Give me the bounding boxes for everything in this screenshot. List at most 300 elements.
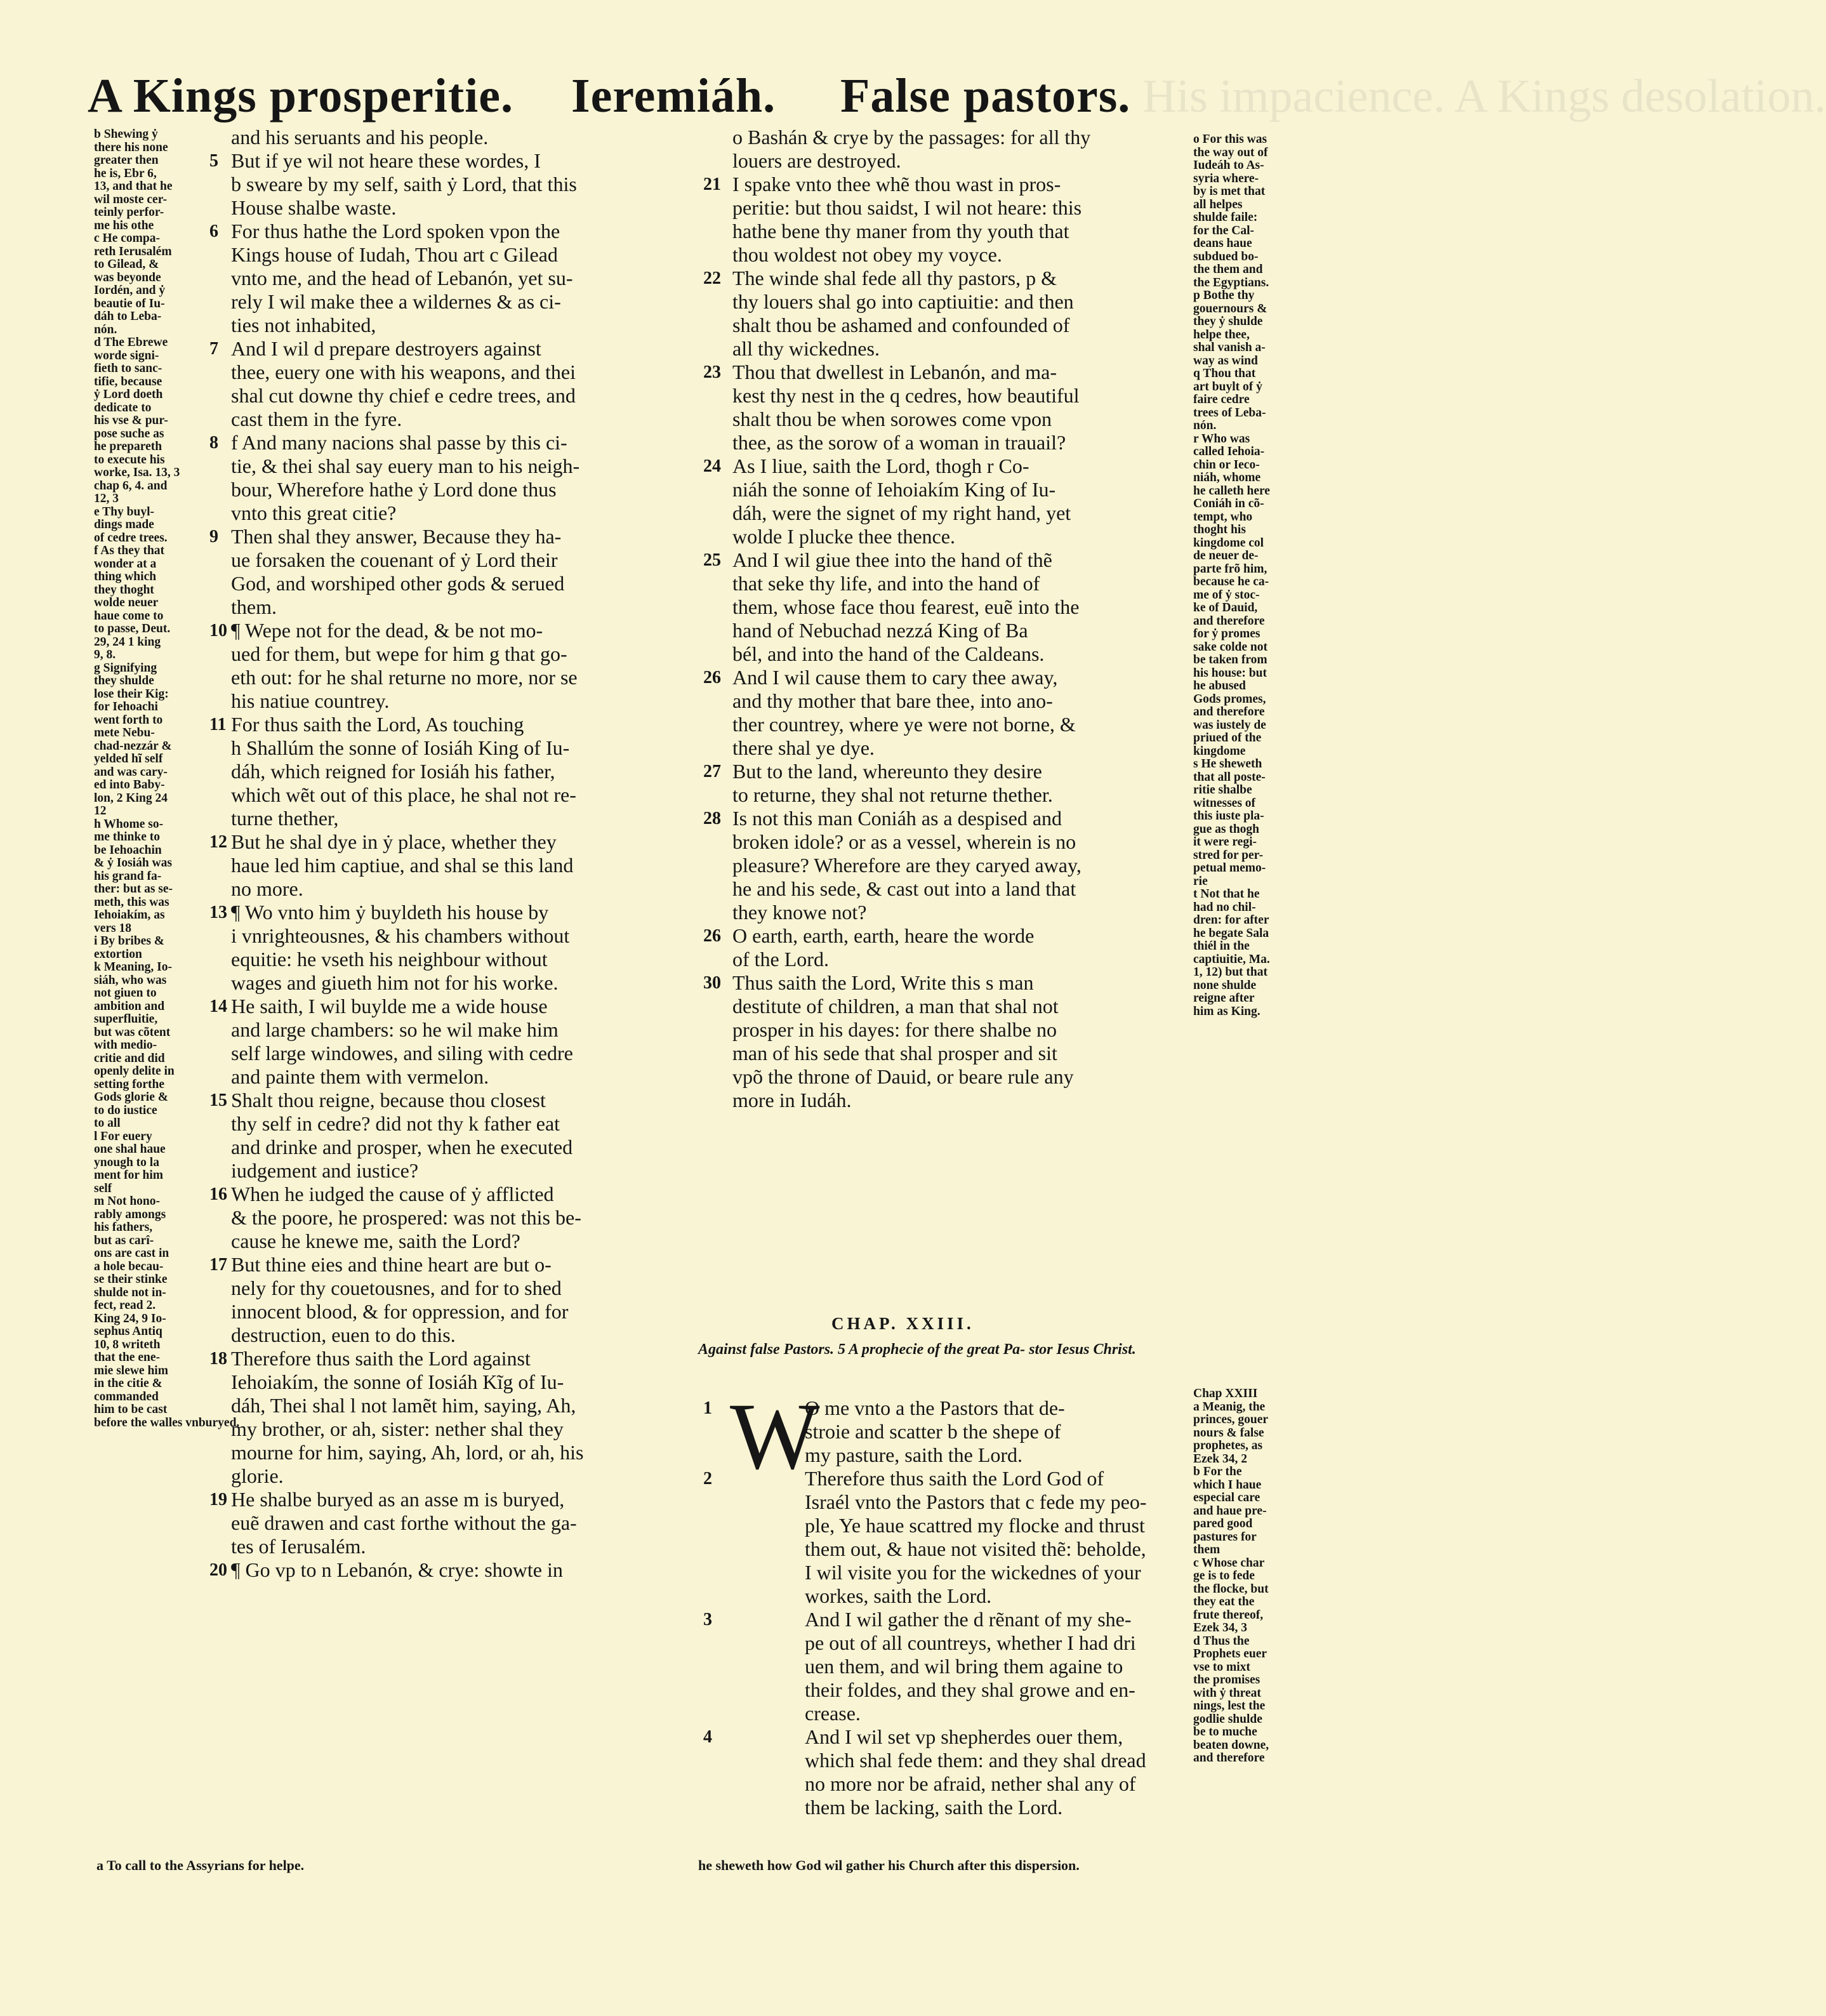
margin-note-line: be taken from xyxy=(1193,653,1267,666)
margin-note-line: reth Ierusalém xyxy=(94,244,172,258)
text-line: dáh, which reigned for Iosiáh his father, xyxy=(231,760,555,783)
margin-note-line: trees of Leba- xyxy=(1193,406,1266,420)
text-line: For thus saith the Lord, As touching xyxy=(231,713,524,736)
margin-note-line: d The Ebrewe xyxy=(94,336,168,349)
text-line: there shal ye dye. xyxy=(732,736,875,759)
margin-note-line: and therefore xyxy=(1193,705,1265,719)
drop-capital: W xyxy=(730,1384,820,1489)
margin-note-line: 1, 12) but that xyxy=(1193,965,1268,979)
margin-note-line: setting forthe xyxy=(94,1077,165,1091)
text-line: man of his sede that shal prosper and sit xyxy=(732,1042,1057,1064)
margin-note-line: with medio- xyxy=(94,1038,157,1052)
text-line: But to the land, whereunto they desire xyxy=(732,760,1042,783)
margin-note-line: and therefore xyxy=(1193,614,1265,628)
margin-note-line: the promises xyxy=(1193,1673,1260,1687)
text-line: tes of Ierusalém. xyxy=(231,1535,366,1558)
text-line: louers are destroyed. xyxy=(732,149,901,172)
text-line: and painte them with vermelon. xyxy=(231,1065,489,1088)
margin-note-line: wonder at a xyxy=(94,557,157,571)
verse-number: 28 xyxy=(703,809,721,828)
text-line: thee, as the sorow of a woman in trauail? xyxy=(732,431,1066,454)
text-line: vpõ the throne of Dauid, or beare rule any xyxy=(732,1065,1074,1088)
text-line: and his seruants and his people. xyxy=(231,126,489,149)
text-line: and thy mother that bare thee, into ano- xyxy=(732,689,1053,712)
margin-note-line: stred for per- xyxy=(1193,848,1264,862)
margin-note-line: vse to mixt xyxy=(1193,1660,1250,1674)
margin-note-line: faire cedre xyxy=(1193,393,1250,406)
text-line: But he shal dye in ẏ place, whether they xyxy=(231,830,557,853)
margin-note-line: especial care xyxy=(1193,1491,1260,1504)
text-line: my pasture, saith the Lord. xyxy=(805,1443,1023,1466)
verse-number: 18 xyxy=(209,1349,227,1369)
verse-number: 8 xyxy=(209,433,218,453)
text-line: He shalbe buryed as an asse m is buryed, xyxy=(231,1488,565,1511)
margin-note-line: it were regi- xyxy=(1193,835,1257,849)
text-line: cast them in the fyre. xyxy=(231,408,402,430)
verse-number: 10 xyxy=(209,621,227,640)
text-line: shal cut downe thy chief e cedre trees, and xyxy=(231,384,576,407)
margin-note-line: niáh, whome xyxy=(1193,471,1261,484)
margin-note-line: a hole becau- xyxy=(94,1259,164,1273)
margin-note-line: was iustely de xyxy=(1193,718,1266,732)
margin-note-line: dren: for after xyxy=(1193,913,1269,927)
margin-note-line: me of ẏ stoc- xyxy=(1193,588,1260,602)
text-line: bour, Wherefore hathe ẏ Lord done thus xyxy=(231,478,557,501)
verse-number: 3 xyxy=(703,1610,712,1629)
margin-note-line: superfluitie, xyxy=(94,1012,158,1026)
verse-number: 21 xyxy=(703,175,721,194)
text-line: destruction, euen to do this. xyxy=(231,1323,456,1346)
text-line: their foldes, and they shal growe and en- xyxy=(805,1678,1135,1701)
margin-note-line: self xyxy=(94,1181,112,1195)
text-line: And I wil d prepare destroyers against xyxy=(231,337,541,360)
text-line: Iehoiakím, the sonne of Iosiáh Kĩg of Iu- xyxy=(231,1370,564,1393)
margin-note-line: with ẏ threat xyxy=(1193,1686,1261,1700)
text-line: i vnrighteousnes, & his chambers without xyxy=(231,924,570,947)
margin-note-line: Ezek 34, 2 xyxy=(1193,1452,1248,1466)
text-line: As I liue, saith the Lord, thogh r Co- xyxy=(732,454,1029,477)
margin-note-line: siáh, who was xyxy=(94,973,167,987)
text-line: ued for them, but wepe for him g that go- xyxy=(231,642,567,665)
text-line: destitute of children, a man that shal not xyxy=(732,995,1059,1018)
text-line: b sweare by my self, saith ẏ Lord, that this xyxy=(231,173,577,196)
margin-note-line: Gods glorie & xyxy=(94,1091,168,1104)
margin-note-line: captiuitie, Ma. xyxy=(1193,952,1270,966)
text-line: uen them, and wil bring them againe to xyxy=(805,1655,1123,1678)
text-line: Israél vnto the Pastors that c fede my peo- xyxy=(805,1490,1147,1513)
verse-number: 1 xyxy=(703,1398,712,1418)
text-line: nely for thy couetousnes, and for to shed xyxy=(231,1277,562,1299)
text-line: God, and worshiped other gods & serued xyxy=(231,572,565,595)
text-line: iudgement and iustice? xyxy=(231,1159,419,1182)
text-line: turne thether, xyxy=(231,807,339,830)
margin-note-line: q Thou that xyxy=(1193,367,1256,380)
margin-note-line: chad-nezzár & xyxy=(94,739,172,753)
margin-note-line: wil moste cer- xyxy=(94,192,168,206)
margin-note-line: not giuen to xyxy=(94,986,157,1000)
text-line: dáh, Thei shal l not lamẽt him, saying, Ah, xyxy=(231,1394,576,1417)
margin-note-line: they thoght xyxy=(94,583,154,597)
margin-note-line: because he ca- xyxy=(1193,575,1269,588)
text-line: to returne, they shal not returne thether. xyxy=(732,783,1053,806)
text-line: Thus saith the Lord, Write this s man xyxy=(732,971,1034,994)
verse-number: 13 xyxy=(209,903,227,922)
text-line: I wil visite you for the wickednes of your xyxy=(805,1561,1141,1584)
margin-note-line: went forth to xyxy=(94,713,163,727)
text-line: But thine eies and thine heart are but o- xyxy=(231,1253,552,1276)
margin-note-line: 12 xyxy=(94,804,107,818)
margin-note-line: King 24, 9 Io- xyxy=(94,1311,166,1325)
margin-note-line: which I haue xyxy=(1193,1478,1262,1492)
text-line: thy louers shal go into captiuitie: and then xyxy=(732,290,1074,313)
text-line: dáh, were the signet of my right hand, yet xyxy=(732,501,1071,524)
text-line: ue forsaken the couenant of ẏ Lord their xyxy=(231,548,558,571)
text-line: them, whose face thou fearest, euẽ into the xyxy=(732,595,1080,618)
margin-note-line: openly delite in xyxy=(94,1064,175,1078)
margin-note-line: his vse & pur- xyxy=(94,414,168,427)
margin-note-line: e Thy buyl- xyxy=(94,505,155,519)
margin-note-line: fect, read 2. xyxy=(94,1299,156,1312)
margin-note-line: way as wind xyxy=(1193,354,1258,368)
text-line: f And many nacions shal passe by this ci- xyxy=(231,431,567,454)
margin-note-line: he calleth here xyxy=(1193,484,1270,498)
chapter-summary: Against false Pastors. 5 A prophecie of the great Pa- stor Iesus Christ. xyxy=(698,1341,1136,1358)
margin-note-line: tempt, who xyxy=(1193,510,1253,524)
text-line: & the poore, he prospered: was not this be- xyxy=(231,1206,581,1229)
text-line: o Bashán & crye by the passages: for all thy xyxy=(732,126,1091,149)
margin-note-line: dáh to Leba- xyxy=(94,310,162,323)
margin-note-line: to passe, Deut. xyxy=(94,622,171,635)
text-line: no more. xyxy=(231,877,303,900)
margin-note-line: s He sheweth xyxy=(1193,757,1262,771)
margin-note-line: me his othe xyxy=(94,218,154,232)
margin-note-line: m Not hono- xyxy=(94,1195,161,1208)
margin-note-line: thing which xyxy=(94,570,157,583)
margin-note-line: shulde not in- xyxy=(94,1285,166,1299)
margin-note-line: wolde neuer xyxy=(94,596,159,609)
margin-note-line: l For euery xyxy=(94,1129,152,1143)
margin-note-line: priued of the xyxy=(1193,731,1262,745)
margin-note-line: godlie shulde xyxy=(1193,1712,1262,1726)
text-line: thy self in cedre? did not thy k father eat xyxy=(231,1112,560,1135)
margin-note-line: him as King. xyxy=(1193,1004,1260,1018)
margin-note-line: de neuer de- xyxy=(1193,549,1259,562)
margin-note-line: chin or Ieco- xyxy=(1193,458,1260,472)
margin-note-line: to all xyxy=(94,1117,121,1130)
margin-note-line: 29, 24 1 king xyxy=(94,635,161,649)
margin-note-line: subdued bo- xyxy=(1193,249,1259,263)
text-line: tie, & thei shal say euery man to his neigh- xyxy=(231,454,580,477)
chapter-text xyxy=(805,1396,1186,1819)
chapter-heading: CHAP. XXIII. xyxy=(831,1314,974,1333)
margin-note-line: nón. xyxy=(94,322,117,336)
margin-note-line: dedicate to xyxy=(94,401,152,414)
text-line: cause he knewe me, saith the Lord? xyxy=(231,1230,520,1252)
footnote-left: a To call to the Assyrians for helpe. xyxy=(96,1857,305,1873)
running-head-book: Ieremiáh. xyxy=(571,69,776,123)
margin-note-line: gouernours & xyxy=(1193,302,1267,315)
margin-note-line: gue as thogh xyxy=(1193,822,1260,836)
text-line: and large chambers: so he wil make him xyxy=(231,1018,559,1041)
margin-note-line: f As they that xyxy=(94,544,165,557)
text-line: which wẽt out of this place, he shal not re- xyxy=(231,783,576,806)
verse-number: 25 xyxy=(703,550,721,570)
margin-note-line: vers 18 xyxy=(94,921,132,935)
margin-note-line: Prophets euer xyxy=(1193,1647,1267,1661)
margin-note-line: 12, 3 xyxy=(94,492,119,505)
margin-note-line: o For this was xyxy=(1193,133,1267,146)
text-line: The winde shal fede all thy pastors, p & xyxy=(732,267,1057,289)
text-line: O me vnto a the Pastors that de- xyxy=(805,1396,1065,1419)
text-line: no more nor be afraid, nether shal any of xyxy=(805,1772,1136,1795)
text-line: When he iudged the cause of ẏ afflicted xyxy=(231,1183,554,1205)
margin-note-line: b For the xyxy=(1193,1465,1242,1478)
text-line: he and his sede, & cast out into a land that xyxy=(732,877,1076,900)
margin-note-line: all helpes xyxy=(1193,197,1243,211)
text-line: And I wil gather the d rẽnant of my she- xyxy=(805,1608,1132,1631)
text-line: For thus hathe the Lord spoken vpon the xyxy=(231,220,560,242)
margin-note-line: ambition and xyxy=(94,999,165,1013)
text-line: shalt thou be ashamed and confounded of xyxy=(732,314,1070,336)
margin-note-line: shulde faile: xyxy=(1193,211,1258,224)
margin-note-line: the Egyptians. xyxy=(1193,275,1269,289)
margin-note-line: his fathers, xyxy=(94,1221,153,1234)
margin-note-line: by is met that xyxy=(1193,185,1266,198)
margin-note-line: prophetes, as xyxy=(1193,1439,1263,1452)
text-line: crease. xyxy=(805,1702,861,1725)
margin-note-line: pared good xyxy=(1193,1517,1253,1530)
margin-note-line: lon, 2 King 24 xyxy=(94,791,168,805)
verse-number: 17 xyxy=(209,1255,227,1275)
text-line: haue led him captiue, and shal se this land xyxy=(231,854,574,877)
margin-note-line: Iordén, and ẏ xyxy=(94,284,166,297)
text-line: peritie: but thou saidst, I wil not heare: this xyxy=(732,196,1082,219)
margin-note-line: sephus Antiq xyxy=(94,1325,162,1338)
verse-number: 14 xyxy=(209,997,227,1016)
margin-note-line: be to muche xyxy=(1193,1725,1257,1739)
margin-note-line: ment for him xyxy=(94,1169,164,1182)
verse-number: 23 xyxy=(703,362,721,382)
margin-note-line: thiél in the xyxy=(1193,939,1250,953)
bleed-through-header: His impacience. A Kings desolation. xyxy=(1142,70,1826,123)
margin-note-line: witnesses of xyxy=(1193,796,1256,810)
margin-note-line: but as carî- xyxy=(94,1233,154,1247)
footnote-right: he sheweth how God wil gather his Church after this dispersion. xyxy=(698,1857,1080,1873)
text-line: rely I wil make thee a wildernes & as ci- xyxy=(231,290,561,313)
margin-note-line: that all poste- xyxy=(1193,770,1266,784)
margin-note-line: one shal haue xyxy=(94,1143,166,1156)
text-line: ple, Ye haue scattred my flocke and thrust xyxy=(805,1514,1145,1537)
text-line: Kings house of Iudah, Thou art c Gilead xyxy=(231,243,558,266)
text-line: ¶ Go vp to n Lebanón, & crye: showte in xyxy=(231,1558,563,1581)
margin-note-line: but was cõtent xyxy=(94,1025,171,1039)
margin-note-line: him to be cast xyxy=(94,1403,168,1416)
text-line: shalt thou be when sorowes come vpon xyxy=(732,408,1052,430)
margin-note-line: yelded hĩ self xyxy=(94,752,163,766)
text-line: O earth, earth, earth, heare the worde xyxy=(732,924,1035,947)
text-line: and drinke and prosper, when he executed xyxy=(231,1136,573,1158)
text-line: my brother, or ah, sister: nether shal they xyxy=(231,1417,564,1440)
margin-note-line: reigne after xyxy=(1193,991,1255,1005)
margin-note-line: he prepareth xyxy=(94,440,162,453)
margin-note-line: pastures for xyxy=(1193,1530,1257,1544)
text-line: I spake vnto thee whẽ thou wast in pros- xyxy=(732,173,1061,196)
text-line: them. xyxy=(231,595,277,618)
margin-note-line: Coniáh in cõ- xyxy=(1193,497,1264,510)
margin-note-line: fieth to sanc- xyxy=(94,362,162,375)
margin-note-line: petual memo- xyxy=(1193,861,1266,875)
margin-note-line: 13, and that he xyxy=(94,180,173,193)
margin-note-line: Ezek 34, 3 xyxy=(1193,1621,1248,1635)
text-line: eth out: for he shal returne no more, nor se xyxy=(231,666,578,689)
margin-note-line: thoght his xyxy=(1193,523,1246,536)
verse-number: 15 xyxy=(209,1091,227,1110)
margin-note-line: and was cary- xyxy=(94,765,168,779)
margin-note-line: critie and did xyxy=(94,1051,165,1065)
text-line: of the Lord. xyxy=(732,948,829,971)
verse-number: 27 xyxy=(703,762,721,781)
text-line: that seke thy life, and into the hand of xyxy=(732,572,1040,595)
margin-note-line: se their stinke xyxy=(94,1273,168,1286)
margin-note-line: his house: but xyxy=(1193,666,1267,680)
margin-note-line: deans haue xyxy=(1193,237,1252,250)
margin-note-line: before the walles vnburyed. xyxy=(94,1416,240,1429)
verse-number: 24 xyxy=(703,456,721,476)
margin-note-line: & ẏ Iosiáh was xyxy=(94,856,172,870)
running-head-right: False pastors. xyxy=(840,69,1131,123)
text-line: thee, euery one with his weapons, and thei xyxy=(231,361,576,383)
margin-note-line: dings made xyxy=(94,518,154,531)
text-line: self large windowes, and siling with cedre xyxy=(231,1042,573,1064)
text-line: all thy wickednes. xyxy=(732,337,880,360)
margin-note-line: for ẏ promes xyxy=(1193,627,1260,640)
verse-number: 11 xyxy=(209,715,227,734)
text-line: euẽ drawen and cast forthe without the ga- xyxy=(231,1511,577,1534)
margin-note-line: they ẏ shulde xyxy=(1193,315,1263,328)
margin-note-line: beautie of Iu- xyxy=(94,296,165,310)
margin-note-line: Gods promes, xyxy=(1193,692,1266,706)
text-line: Therefore thus saith the Lord God of xyxy=(805,1467,1104,1490)
margin-note-line: d Thus the xyxy=(1193,1634,1250,1648)
margin-note-line: nours & false xyxy=(1193,1426,1264,1440)
text-line: thou woldest not obey my voyce. xyxy=(732,243,1002,266)
text-line: Thou that dwellest in Lebanón, and ma- xyxy=(732,361,1057,383)
margin-note-line: he begate Sala xyxy=(1193,926,1269,940)
text-line: ties not inhabited, xyxy=(231,314,376,336)
margin-note-line: nings, lest the xyxy=(1193,1699,1266,1713)
margin-note-line: ed into Baby- xyxy=(94,778,165,792)
margin-note-line: rably amongs xyxy=(94,1207,166,1221)
margin-note-line: lose their Kig: xyxy=(94,687,169,701)
margin-note-line: t Not that he xyxy=(1193,887,1260,901)
verse-number: 20 xyxy=(209,1560,227,1580)
margin-note-line: sake colde not xyxy=(1193,640,1267,654)
text-line: niáh the sonne of Iehoiakím King of Iu- xyxy=(732,478,1056,501)
margin-note-line: and haue pre- xyxy=(1193,1504,1267,1518)
text-line: innocent blood, & for oppression, and for xyxy=(231,1300,569,1323)
margin-note-line: ge is to fede xyxy=(1193,1569,1255,1582)
margin-note-line: them xyxy=(1193,1543,1221,1556)
margin-note-line: shal vanish a- xyxy=(1193,341,1266,354)
margin-note-line: there his none xyxy=(94,140,168,154)
margin-note-line: worde signi- xyxy=(94,348,159,362)
right-margin-notes xyxy=(1193,133,1304,1018)
margin-note-line: that the ene- xyxy=(94,1351,160,1364)
text-line: hathe bene thy maner from thy youth that xyxy=(732,220,1069,242)
left-text-column xyxy=(231,126,694,1582)
text-line: kest thy nest in the q cedres, how beautiful xyxy=(732,384,1080,407)
margin-note-line: the way out of xyxy=(1193,145,1268,159)
margin-note-line: worke, Isa. 13, 3 xyxy=(94,466,180,479)
margin-note-line: frute thereof, xyxy=(1193,1608,1264,1622)
margin-note-line: Chap XXIII xyxy=(1193,1387,1258,1400)
text-line: h Shallúm the sonne of Iosiáh King of Iu- xyxy=(231,736,570,759)
text-line: ¶ Wo vnto him ẏ buyldeth his house by xyxy=(231,901,549,924)
margin-note-line: pose suche as xyxy=(94,427,164,441)
margin-note-line: Iehoiakím, as xyxy=(94,908,165,922)
margin-note-line: was beyonde xyxy=(94,270,161,284)
verse-number: 7 xyxy=(209,339,218,359)
margin-note-line: ther: but as se- xyxy=(94,882,173,896)
margin-note-line: me thinke to xyxy=(94,830,160,844)
verse-number: 19 xyxy=(209,1490,227,1509)
text-line: his natiue countrey. xyxy=(231,689,390,712)
text-line: hand of Nebuchad nezzá King of Ba xyxy=(732,619,1028,642)
margin-note-line: ons are cast in xyxy=(94,1247,169,1260)
margin-note-line: of cedre trees. xyxy=(94,531,168,545)
margin-note-line: c He compa- xyxy=(94,232,160,245)
margin-note-line: syria where- xyxy=(1193,171,1259,185)
margin-note-line: they shulde xyxy=(94,674,154,687)
text-line: wages and giueth him not for his worke. xyxy=(231,971,559,994)
margin-note-line: had no chil- xyxy=(1193,900,1256,914)
margin-note-line: kingdome col xyxy=(1193,536,1264,550)
text-line: House shalbe waste. xyxy=(231,196,397,219)
text-line: pleasure? Wherefore are they caryed away, xyxy=(732,854,1082,877)
text-line: more in Iudáh. xyxy=(732,1089,852,1111)
margin-note-line: tifie, because xyxy=(94,375,162,388)
chapter-margin-notes xyxy=(1193,1388,1304,1765)
margin-note-line: ke of Dauid, xyxy=(1193,601,1258,614)
margin-note-line: b Shewing ẏ xyxy=(94,128,158,141)
text-line: Is not this man Coniáh as a despised and xyxy=(732,807,1062,830)
margin-note-line: commanded xyxy=(94,1389,159,1403)
margin-note-line: chap 6, 4. and xyxy=(94,479,168,493)
margin-note-line: ynough to la xyxy=(94,1155,159,1169)
margin-note-line: haue come to xyxy=(94,609,164,623)
text-line: Shalt thou reigne, because thou closest xyxy=(231,1089,546,1111)
margin-note-line: the them and xyxy=(1193,263,1263,276)
margin-note-line: for the Cal- xyxy=(1193,223,1255,237)
margin-note-line: in the citie & xyxy=(94,1377,162,1390)
margin-note-line: meth, this was xyxy=(94,895,169,909)
margin-note-line: art buylt of ẏ xyxy=(1193,380,1262,394)
margin-note-line: none shulde xyxy=(1193,978,1257,992)
margin-note-line: to do iustice xyxy=(94,1103,157,1117)
running-head-left: A Kings prosperitie. xyxy=(88,69,513,123)
text-line: workes, saith the Lord. xyxy=(805,1584,992,1607)
verse-number: 12 xyxy=(209,832,227,852)
margin-note-line: beaten downe, xyxy=(1193,1738,1269,1752)
text-line: He saith, I wil buylde me a wide house xyxy=(231,995,548,1018)
text-line: mourne for him, saying, Ah, lord, or ah, his xyxy=(231,1441,584,1464)
text-line: vnto this great citie? xyxy=(231,501,397,524)
verse-number: 2 xyxy=(703,1469,712,1489)
margin-note-line: 9, 8. xyxy=(94,648,116,661)
text-line: which shal fede them: and they shal dread xyxy=(805,1749,1146,1772)
margin-note-line: g Signifying xyxy=(94,661,157,675)
verse-number: 16 xyxy=(209,1184,227,1204)
